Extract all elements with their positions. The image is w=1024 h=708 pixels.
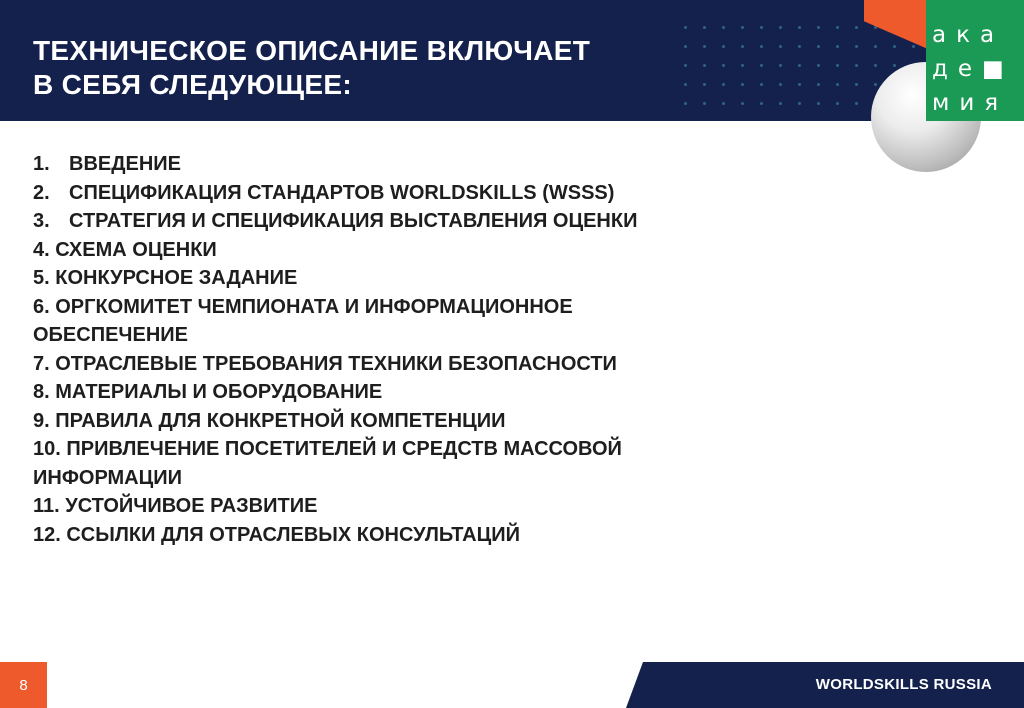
list-item: 12. ССЫЛКИ ДЛЯ ОТРАСЛЕВЫХ КОНСУЛЬТАЦИЙ (33, 523, 520, 546)
list-item (33, 150, 673, 179)
list-item: 6. ОРГКОМИТЕТ ЧЕМПИОНАТА И ИНФОРМАЦИОННОЕ ОБЕСПЕЧЕНИЕ (33, 295, 573, 346)
list-item: 10. ПРИВЛЕЧЕНИЕ ПОСЕТИТЕЛЕЙ И СРЕДСТВ МАССОВОЙ ИНФОРМАЦИИ (33, 438, 622, 489)
list-item: 7. ОТРАСЛЕВЫЕ ТРЕБОВАНИЯ ТЕХНИКИ БЕЗОПАСНОСТИ (33, 352, 617, 375)
list-item (33, 207, 673, 236)
page-number-badge (0, 662, 47, 708)
list-item-text: СТРАТЕГИЯ И СПЕЦИФИКАЦИЯ ВЫСТАВЛЕНИЯ ОЦЕНКИ (69, 210, 638, 232)
logo-text-line-1: ака (932, 22, 1005, 48)
list-item-text: ВВЕДЕНИЕ (69, 153, 181, 175)
list-item-number: 1. (33, 153, 50, 175)
logo-text-line-3: мия (932, 90, 1009, 116)
list-item: 8. МАТЕРИАЛЫ И ОБОРУДОВАНИЕ (33, 381, 383, 403)
list-item-number: 3. (33, 210, 50, 232)
logo-text-line-2: де■ (932, 56, 1014, 82)
contents-list (33, 150, 673, 549)
list-item: 4. СХЕМА ОЦЕНКИ (33, 238, 217, 261)
list-item-number: 2. (33, 181, 50, 204)
list-item: 5. КОНКУРСНОЕ ЗАДАНИЕ (33, 267, 298, 289)
list-item (33, 179, 673, 208)
slide-title (33, 34, 673, 102)
slide-title-line-1: ТЕХНИЧЕСКОЕ ОПИСАНИЕ ВКЛЮЧАЕТ (33, 35, 591, 66)
akademiya-logo (932, 18, 1024, 120)
list-item: 11. УСТОЙЧИВОЕ РАЗВИТИЕ (33, 495, 318, 517)
slide-title-line-2: В СЕБЯ СЛЕДУЮЩЕЕ: (33, 69, 352, 100)
list-item: 9. ПРАВИЛА ДЛЯ КОНКРЕТНОЙ КОМПЕТЕНЦИИ (33, 409, 506, 432)
footer-brand: WORLDSKILLS RUSSIA (815, 676, 992, 693)
page-number: 8 (19, 676, 28, 694)
list-item-text: СПЕЦИФИКАЦИЯ СТАНДАРТОВ WORLDSKILLS (WSSS) (69, 181, 615, 204)
